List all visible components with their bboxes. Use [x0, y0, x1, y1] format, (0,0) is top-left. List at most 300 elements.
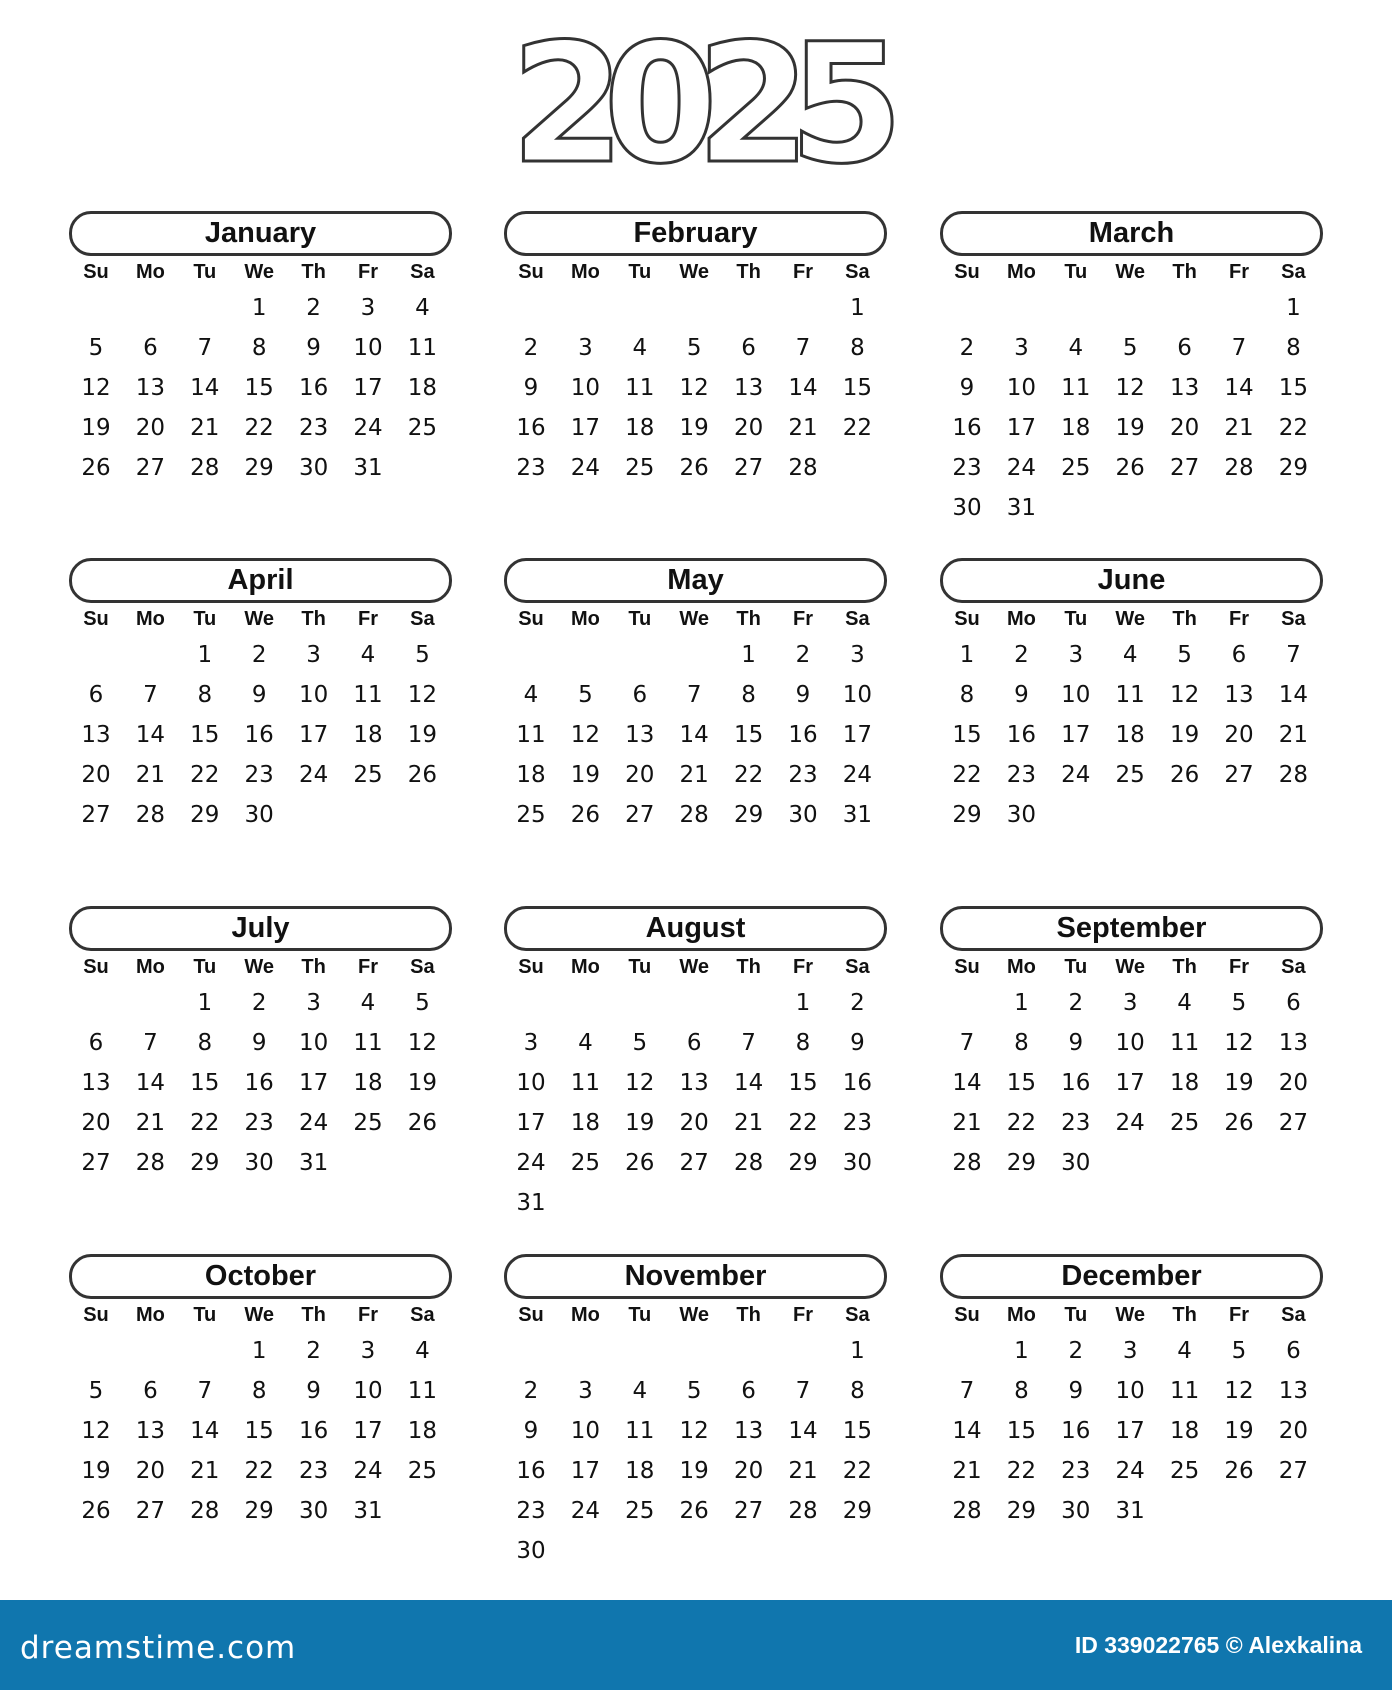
weekday-label: Su — [83, 956, 109, 978]
day-cell: 8 — [1286, 335, 1301, 361]
day-cell: 25 — [570, 1150, 601, 1176]
day-cell: 4 — [632, 1378, 648, 1404]
day-cell: 2 — [251, 642, 267, 668]
day-cell: 14 — [679, 722, 709, 748]
weekday-label: Sa — [1281, 608, 1306, 630]
day-cell: 30 — [1006, 802, 1037, 828]
weekday-label: Mo — [1006, 261, 1036, 283]
day-cell: 15 — [190, 722, 220, 748]
day-cell: 17 — [298, 1070, 329, 1096]
month-january — [69, 211, 452, 541]
month-header: April — [69, 558, 452, 603]
day-cell: 27 — [1224, 762, 1254, 788]
day-cell: 3 — [1122, 1338, 1138, 1364]
day-cell: 15 — [190, 1070, 220, 1096]
day-cell: 31 — [1006, 495, 1037, 521]
day-cell: 4 — [578, 1030, 593, 1056]
day-cell: 12 — [1224, 1378, 1254, 1404]
weekday-label: Tu — [628, 1304, 652, 1326]
day-cell: 15 — [1006, 1418, 1037, 1444]
day-cell: 20 — [1169, 415, 1200, 441]
day-cell: 23 — [298, 415, 329, 441]
weekday-label: Su — [83, 261, 109, 283]
weekday-label: Th — [301, 1304, 326, 1326]
image-credit: ID 339022765 © Alexkalina — [1074, 1632, 1362, 1658]
day-cell: 5 — [632, 1030, 648, 1056]
weekday-label: Mo — [135, 956, 165, 978]
day-cell: 5 — [1177, 642, 1192, 668]
day-cell: 13 — [733, 375, 764, 401]
day-cell: 29 — [788, 1150, 818, 1176]
day-cell: 2 — [1068, 1338, 1084, 1364]
day-cell: 12 — [1169, 682, 1200, 708]
day-cell: 22 — [842, 1458, 873, 1484]
weekday-label: We — [1115, 608, 1145, 630]
day-cell: 12 — [625, 1070, 655, 1096]
day-cell: 17 — [570, 415, 601, 441]
day-cell: 22 — [1006, 1110, 1037, 1136]
day-cell: 26 — [1224, 1458, 1254, 1484]
day-cell: 9 — [1068, 1030, 1084, 1056]
day-cell: 11 — [353, 682, 383, 708]
day-cell: 19 — [1224, 1070, 1254, 1096]
day-cell: 2 — [306, 295, 321, 321]
day-cell: 7 — [143, 1030, 158, 1056]
weekday-label: Su — [518, 1304, 544, 1326]
day-cell: 14 — [135, 722, 166, 748]
month-november — [504, 1254, 887, 1584]
day-cell: 22 — [952, 762, 982, 788]
weekday-label: Fr — [793, 956, 813, 978]
day-cell: 19 — [81, 415, 111, 441]
day-cell: 22 — [190, 762, 220, 788]
month-may — [504, 558, 887, 888]
day-cell: 27 — [625, 802, 655, 828]
day-cell: 10 — [1115, 1378, 1145, 1404]
day-cell: 5 — [415, 990, 430, 1016]
day-cell: 23 — [1061, 1458, 1091, 1484]
day-cell: 10 — [516, 1070, 546, 1096]
day-cell: 2 — [850, 990, 865, 1016]
day-cell: 21 — [1278, 722, 1309, 748]
day-cell: 9 — [959, 375, 975, 401]
day-cell: 24 — [570, 1498, 601, 1524]
day-cell: 26 — [407, 1110, 438, 1136]
weekday-label: Su — [83, 1304, 109, 1326]
weekday-label: Tu — [193, 956, 217, 978]
weekday-label: Sa — [1281, 261, 1306, 283]
weekday-label: Sa — [410, 956, 435, 978]
day-cell: 18 — [1115, 722, 1145, 748]
day-cell: 18 — [625, 415, 655, 441]
day-cell: 17 — [353, 375, 383, 401]
day-cell: 12 — [1224, 1030, 1254, 1056]
day-cell: 9 — [523, 375, 539, 401]
day-cell: 14 — [1278, 682, 1309, 708]
day-cell: 12 — [407, 682, 438, 708]
weekday-label: Mo — [570, 1304, 600, 1326]
day-cell: 29 — [244, 1498, 274, 1524]
weekday-label: Th — [301, 608, 326, 630]
weekday-label: Sa — [410, 608, 435, 630]
month-header: December — [940, 1254, 1323, 1299]
month-header: October — [69, 1254, 452, 1299]
day-cell: 23 — [788, 762, 818, 788]
weekday-label: Su — [954, 1304, 980, 1326]
day-cell: 17 — [353, 1418, 383, 1444]
day-cell: 25 — [516, 802, 546, 828]
day-cell: 4 — [360, 990, 376, 1016]
day-cell: 16 — [1061, 1418, 1091, 1444]
day-cell: 13 — [1278, 1378, 1309, 1404]
day-cell: 25 — [1061, 455, 1091, 481]
weekday-label: Th — [1172, 956, 1197, 978]
day-cell: 14 — [135, 1070, 166, 1096]
footer-banner — [0, 1600, 1392, 1690]
day-cell: 27 — [1278, 1110, 1309, 1136]
day-cell: 28 — [135, 1150, 166, 1176]
day-cell: 21 — [679, 762, 709, 788]
day-cell: 3 — [1122, 990, 1138, 1016]
day-cell: 24 — [1061, 762, 1091, 788]
day-cell: 19 — [1224, 1418, 1254, 1444]
day-cell: 2 — [523, 335, 539, 361]
day-cell: 24 — [353, 415, 383, 441]
weekday-label: Su — [518, 956, 544, 978]
weekday-label: Su — [954, 261, 980, 283]
day-cell: 17 — [1006, 415, 1037, 441]
day-cell: 28 — [952, 1150, 982, 1176]
day-cell: 18 — [516, 762, 546, 788]
weekday-label: Sa — [410, 1304, 435, 1326]
day-cell: 26 — [1169, 762, 1200, 788]
day-cell: 3 — [306, 642, 321, 668]
day-cell: 6 — [1177, 335, 1192, 361]
day-cell: 3 — [306, 990, 321, 1016]
weekday-label: Tu — [193, 261, 217, 283]
day-cell: 28 — [135, 802, 166, 828]
day-cell: 20 — [733, 1458, 764, 1484]
weekday-label: Mo — [570, 608, 600, 630]
day-cell: 24 — [298, 1110, 329, 1136]
day-cell: 6 — [741, 1378, 756, 1404]
day-cell: 14 — [788, 1418, 818, 1444]
month-header: March — [940, 211, 1323, 256]
day-cell: 29 — [244, 455, 274, 481]
day-cell: 6 — [143, 1378, 158, 1404]
day-cell: 28 — [952, 1498, 982, 1524]
weekday-label: Fr — [793, 1304, 813, 1326]
weekday-label: Tu — [628, 608, 652, 630]
day-cell: 29 — [952, 802, 982, 828]
weekday-label: Th — [736, 261, 761, 283]
day-cell: 27 — [1169, 455, 1200, 481]
day-cell: 6 — [88, 682, 104, 708]
weekday-label: We — [244, 608, 274, 630]
day-cell: 24 — [1115, 1110, 1145, 1136]
day-cell: 25 — [625, 1498, 655, 1524]
day-cell: 18 — [1061, 415, 1091, 441]
day-cell: 3 — [360, 295, 376, 321]
day-cell: 15 — [244, 375, 274, 401]
day-cell: 27 — [81, 1150, 111, 1176]
day-cell: 15 — [952, 722, 982, 748]
day-cell: 7 — [686, 682, 702, 708]
day-cell: 12 — [570, 722, 601, 748]
day-cell: 12 — [1115, 375, 1145, 401]
day-cell: 26 — [407, 762, 438, 788]
day-cell: 9 — [306, 1378, 321, 1404]
day-cell: 21 — [1224, 415, 1254, 441]
weekday-label: Tu — [193, 1304, 217, 1326]
day-cell: 6 — [632, 682, 648, 708]
day-cell: 20 — [135, 415, 166, 441]
day-cell: 29 — [1006, 1150, 1037, 1176]
day-cell: 28 — [190, 1498, 220, 1524]
weekday-label: Th — [736, 608, 761, 630]
day-cell: 6 — [1286, 990, 1301, 1016]
weekday-label: Su — [954, 956, 980, 978]
day-cell: 1 — [741, 642, 756, 668]
weekday-label: Sa — [410, 261, 435, 283]
weekday-label: Th — [736, 956, 761, 978]
day-cell: 13 — [679, 1070, 709, 1096]
day-cell: 3 — [850, 642, 865, 668]
weekday-label: Tu — [1064, 1304, 1088, 1326]
day-cell: 27 — [1278, 1458, 1309, 1484]
day-cell: 17 — [298, 722, 329, 748]
day-cell: 7 — [1231, 335, 1247, 361]
day-cell: 11 — [407, 1378, 438, 1404]
day-cell: 14 — [190, 1418, 220, 1444]
weekday-label: Fr — [1229, 608, 1249, 630]
day-cell: 19 — [679, 1458, 709, 1484]
day-cell: 10 — [570, 375, 601, 401]
weekday-label: Fr — [358, 261, 378, 283]
day-cell: 25 — [1169, 1110, 1200, 1136]
dreamstime-logo[interactable]: dreamstime.com — [20, 1630, 297, 1666]
day-cell: 10 — [1006, 375, 1037, 401]
weekday-label: Tu — [1064, 956, 1088, 978]
day-cell: 18 — [353, 722, 383, 748]
day-cell: 28 — [679, 802, 709, 828]
weekday-label: We — [244, 261, 274, 283]
weekday-label: Sa — [1281, 1304, 1306, 1326]
weekday-label: Tu — [1064, 608, 1088, 630]
day-cell: 10 — [298, 1030, 329, 1056]
day-cell: 21 — [733, 1110, 764, 1136]
day-cell: 18 — [625, 1458, 655, 1484]
month-header: September — [940, 906, 1323, 951]
weekday-label: Tu — [628, 956, 652, 978]
day-cell: 22 — [1278, 415, 1309, 441]
weekday-label: Tu — [628, 261, 652, 283]
day-cell: 20 — [1224, 722, 1254, 748]
day-cell: 16 — [1061, 1070, 1091, 1096]
weekday-label: Fr — [793, 261, 813, 283]
weekday-label: Su — [83, 608, 109, 630]
day-cell: 21 — [788, 415, 818, 441]
weekday-label: Fr — [358, 1304, 378, 1326]
day-cell: 20 — [733, 415, 764, 441]
day-cell: 13 — [81, 722, 111, 748]
day-cell: 19 — [1169, 722, 1200, 748]
day-cell: 21 — [952, 1110, 982, 1136]
day-cell: 4 — [360, 642, 376, 668]
day-cell: 28 — [788, 1498, 818, 1524]
day-cell: 16 — [952, 415, 982, 441]
weekday-label: Su — [518, 261, 544, 283]
day-cell: 22 — [733, 762, 764, 788]
day-cell: 17 — [842, 722, 873, 748]
day-cell: 10 — [298, 682, 329, 708]
day-cell: 30 — [298, 1498, 329, 1524]
day-cell: 18 — [353, 1070, 383, 1096]
day-cell: 3 — [1014, 335, 1029, 361]
day-cell: 13 — [625, 722, 655, 748]
day-cell: 22 — [842, 415, 873, 441]
day-cell: 22 — [788, 1110, 818, 1136]
day-cell: 19 — [81, 1458, 111, 1484]
day-cell: 7 — [1286, 642, 1301, 668]
day-cell: 1 — [1014, 990, 1029, 1016]
day-cell: 10 — [570, 1418, 601, 1444]
day-cell: 12 — [679, 375, 709, 401]
day-cell: 9 — [251, 1030, 267, 1056]
day-cell: 28 — [788, 455, 818, 481]
day-cell: 24 — [1006, 455, 1037, 481]
day-cell: 14 — [190, 375, 220, 401]
weekday-label: Th — [301, 261, 326, 283]
weekday-label: We — [244, 1304, 274, 1326]
day-cell: 5 — [88, 335, 104, 361]
day-cell: 31 — [353, 1498, 383, 1524]
month-header: May — [504, 558, 887, 603]
day-cell: 4 — [415, 1338, 430, 1364]
day-cell: 16 — [244, 1070, 274, 1096]
day-cell: 25 — [407, 1458, 438, 1484]
month-december — [940, 1254, 1323, 1584]
day-cell: 31 — [516, 1190, 546, 1216]
day-cell: 19 — [407, 722, 438, 748]
day-cell: 22 — [244, 415, 274, 441]
day-cell: 31 — [298, 1150, 329, 1176]
month-april — [69, 558, 452, 888]
weekday-label: Th — [1172, 261, 1197, 283]
day-cell: 11 — [407, 335, 438, 361]
day-cell: 15 — [1006, 1070, 1037, 1096]
weekday-label: Tu — [193, 608, 217, 630]
day-cell: 16 — [788, 722, 818, 748]
day-cell: 14 — [1224, 375, 1254, 401]
day-cell: 19 — [407, 1070, 438, 1096]
weekday-label: Th — [301, 956, 326, 978]
day-cell: 8 — [850, 1378, 865, 1404]
day-cell: 7 — [959, 1378, 975, 1404]
day-cell: 30 — [788, 802, 818, 828]
day-cell: 23 — [516, 1498, 546, 1524]
day-cell: 13 — [1224, 682, 1254, 708]
day-cell: 5 — [686, 335, 702, 361]
day-cell: 25 — [353, 1110, 383, 1136]
day-cell: 21 — [190, 415, 220, 441]
day-cell: 24 — [353, 1458, 383, 1484]
day-cell: 23 — [298, 1458, 329, 1484]
day-cell: 14 — [733, 1070, 764, 1096]
weekday-label: Mo — [1006, 608, 1036, 630]
day-cell: 13 — [81, 1070, 111, 1096]
day-cell: 29 — [190, 1150, 220, 1176]
day-cell: 30 — [1061, 1150, 1091, 1176]
day-cell: 10 — [353, 335, 383, 361]
month-february — [504, 211, 887, 541]
day-cell: 11 — [1115, 682, 1145, 708]
day-cell: 16 — [842, 1070, 873, 1096]
weekday-label: Fr — [1229, 1304, 1249, 1326]
day-cell: 7 — [741, 1030, 756, 1056]
day-cell: 3 — [523, 1030, 539, 1056]
day-cell: 8 — [741, 682, 756, 708]
day-cell: 30 — [1061, 1498, 1091, 1524]
day-cell: 11 — [1169, 1030, 1200, 1056]
day-cell: 13 — [733, 1418, 764, 1444]
day-cell: 26 — [1224, 1110, 1254, 1136]
weekday-label: Sa — [845, 956, 870, 978]
day-cell: 11 — [625, 375, 655, 401]
day-cell: 12 — [679, 1418, 709, 1444]
weekday-label: Mo — [1006, 956, 1036, 978]
day-cell: 14 — [952, 1070, 982, 1096]
day-cell: 2 — [523, 1378, 539, 1404]
day-cell: 3 — [1068, 642, 1084, 668]
weekday-label: Fr — [358, 608, 378, 630]
day-cell: 27 — [733, 455, 764, 481]
day-cell: 4 — [632, 335, 648, 361]
day-cell: 28 — [733, 1150, 764, 1176]
day-cell: 30 — [298, 455, 329, 481]
month-october — [69, 1254, 452, 1584]
day-cell: 3 — [578, 335, 593, 361]
day-cell: 15 — [842, 1418, 873, 1444]
day-cell: 25 — [353, 762, 383, 788]
day-cell: 8 — [1014, 1030, 1029, 1056]
day-cell: 23 — [842, 1110, 873, 1136]
day-cell: 18 — [407, 375, 438, 401]
day-cell: 14 — [952, 1418, 982, 1444]
day-cell: 17 — [1115, 1070, 1145, 1096]
month-header: January — [69, 211, 452, 256]
day-cell: 24 — [570, 455, 601, 481]
day-cell: 10 — [353, 1378, 383, 1404]
day-cell: 29 — [733, 802, 764, 828]
day-cell: 8 — [850, 335, 865, 361]
day-cell: 1 — [850, 295, 865, 321]
day-cell: 21 — [135, 762, 166, 788]
day-cell: 29 — [190, 802, 220, 828]
day-cell: 22 — [244, 1458, 274, 1484]
day-cell: 8 — [251, 335, 267, 361]
day-cell: 11 — [625, 1418, 655, 1444]
day-cell: 7 — [959, 1030, 975, 1056]
day-cell: 15 — [733, 722, 764, 748]
weekday-label: Th — [1172, 1304, 1197, 1326]
day-cell: 6 — [1231, 642, 1247, 668]
day-cell: 13 — [135, 1418, 166, 1444]
day-cell: 29 — [842, 1498, 873, 1524]
day-cell: 19 — [625, 1110, 655, 1136]
weekday-label: Fr — [1229, 261, 1249, 283]
day-cell: 20 — [625, 762, 655, 788]
